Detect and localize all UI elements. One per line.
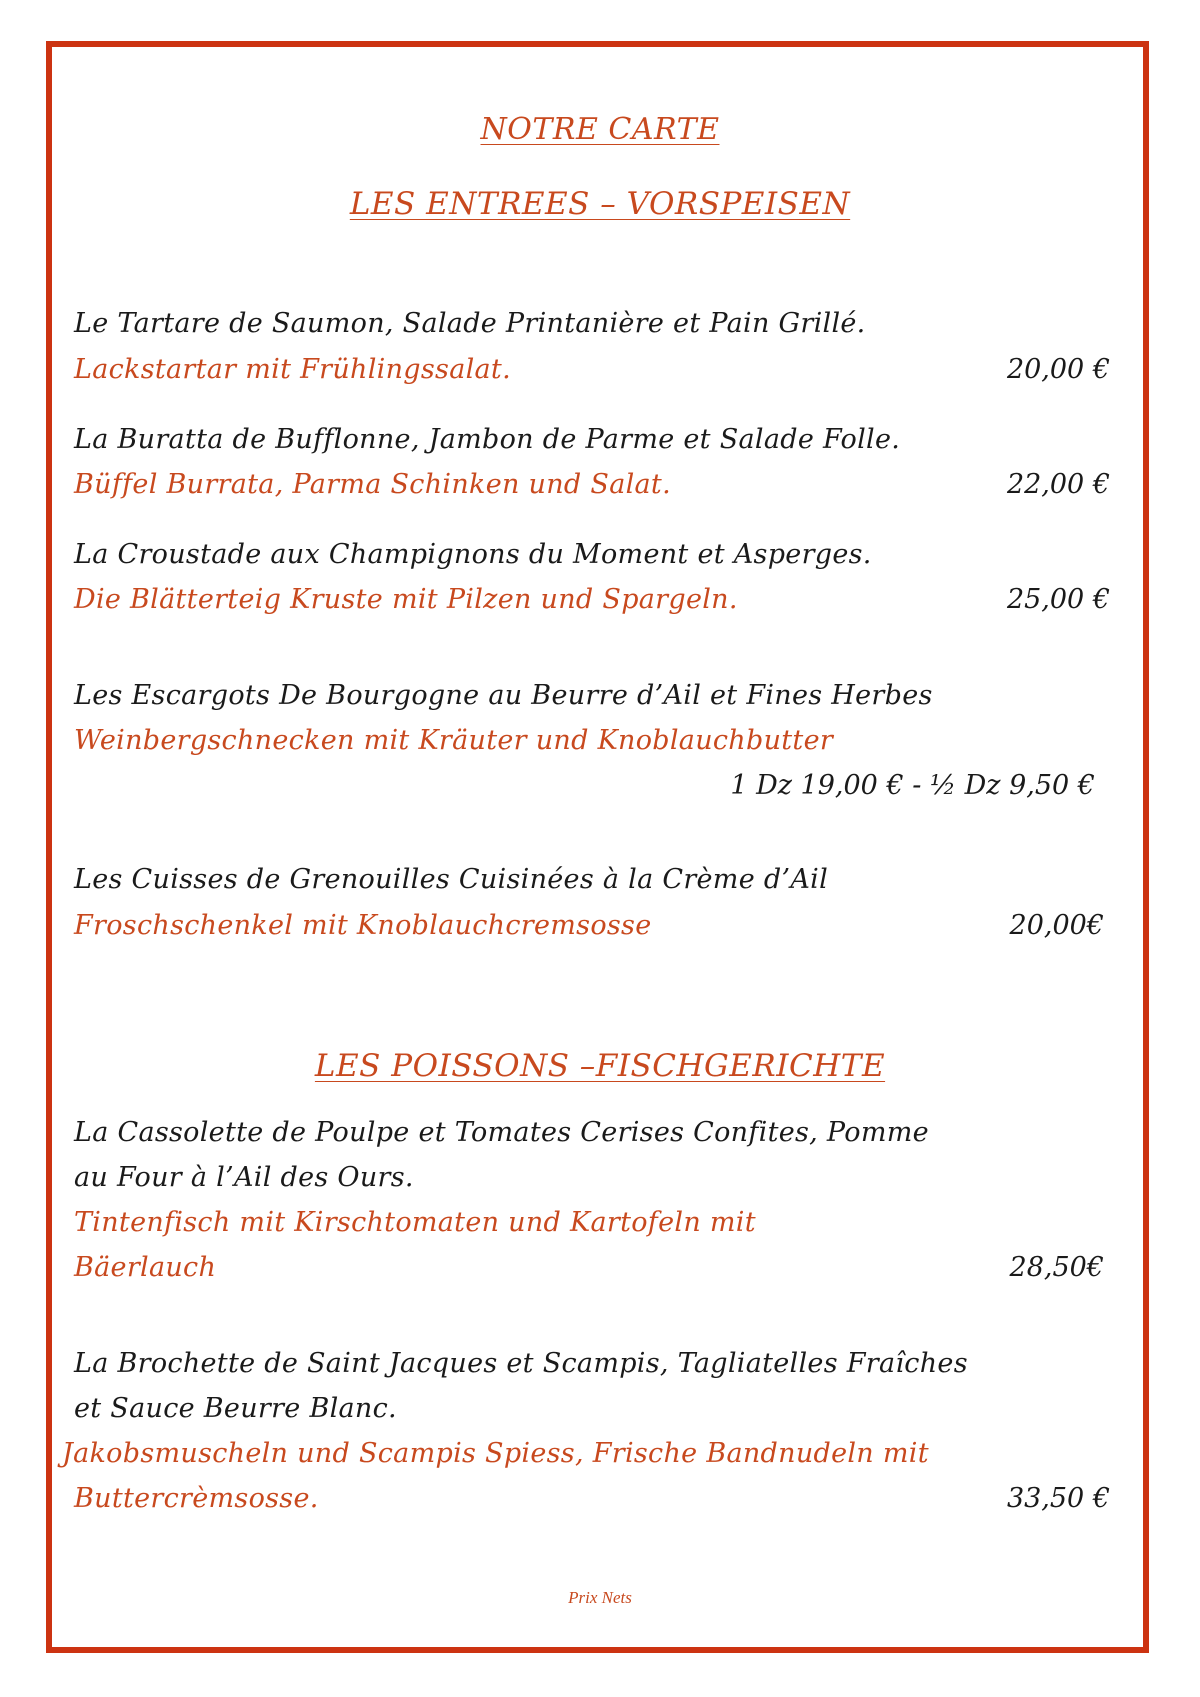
item-price: 33,50 € (1006, 1483, 1110, 1514)
item-price: 22,00 € (1006, 469, 1110, 500)
section-title-entrees: LES ENTREES – VORSPEISEN (349, 186, 851, 222)
item-price: 25,00 € (1006, 584, 1110, 615)
item-fr-line: au Four à l’Ail des Ours. (74, 1162, 414, 1193)
item-fr-line: La Croustade aux Champignons du Moment et Asperges. (74, 539, 872, 570)
item-de-line: Die Blätterteig Kruste mit Pilzen und Spargeln. (74, 584, 738, 615)
item-de-line: Tintenfisch mit Kirschtomaten und Kartofeln mit (74, 1207, 756, 1238)
item-de-line: Jakobsmuscheln und Scampis Spiess, Frische Bandnudeln mit (62, 1438, 929, 1469)
item-price: 28,50€ (1009, 1252, 1104, 1283)
item-fr-line: La Buratta de Bufflonne, Jambon de Parme et Salade Folle. (74, 424, 901, 455)
item-fr-line: Les Cuisses de Grenouilles Cuisinées à la Crème d’Ail (74, 864, 829, 895)
item-de-line: Lackstartar mit Frühlingssalat. (74, 354, 511, 385)
item-fr-line: et Sauce Beurre Blanc. (74, 1393, 397, 1424)
menu-title: NOTRE CARTE (480, 112, 720, 147)
section-title-poissons: LES POISSONS –FISCHGERICHTE (314, 1048, 886, 1084)
item-de-line: Bäerlauch (74, 1252, 217, 1283)
item-de-line: Weinbergschnecken mit Kräuter und Knoblauchbutter (74, 725, 834, 756)
item-fr-line: Les Escargots De Bourgogne au Beurre d’Ail et Fines Herbes (74, 680, 933, 711)
item-de-line: Büffel Burrata, Parma Schinken und Salat. (74, 469, 671, 500)
item-price: 1 Dz 19,00 € - ½ Dz 9,50 € (730, 770, 1095, 801)
footer-note: Prix Nets (568, 1588, 632, 1607)
item-fr-line: La Brochette de Saint Jacques et Scampis, Tagliatelles Fraîches (74, 1348, 968, 1379)
item-de-line: Buttercrèmsosse. (74, 1483, 319, 1514)
item-de-line: Froschschenkel mit Knoblauchcremsosse (74, 910, 652, 941)
item-fr-line: Le Tartare de Saumon, Salade Printanière et Pain Grillé. (74, 308, 866, 339)
item-price: 20,00 € (1006, 354, 1110, 385)
item-fr-line: La Cassolette de Poulpe et Tomates Cerises Confites, Pomme (74, 1117, 929, 1148)
item-price: 20,00€ (1009, 910, 1104, 941)
